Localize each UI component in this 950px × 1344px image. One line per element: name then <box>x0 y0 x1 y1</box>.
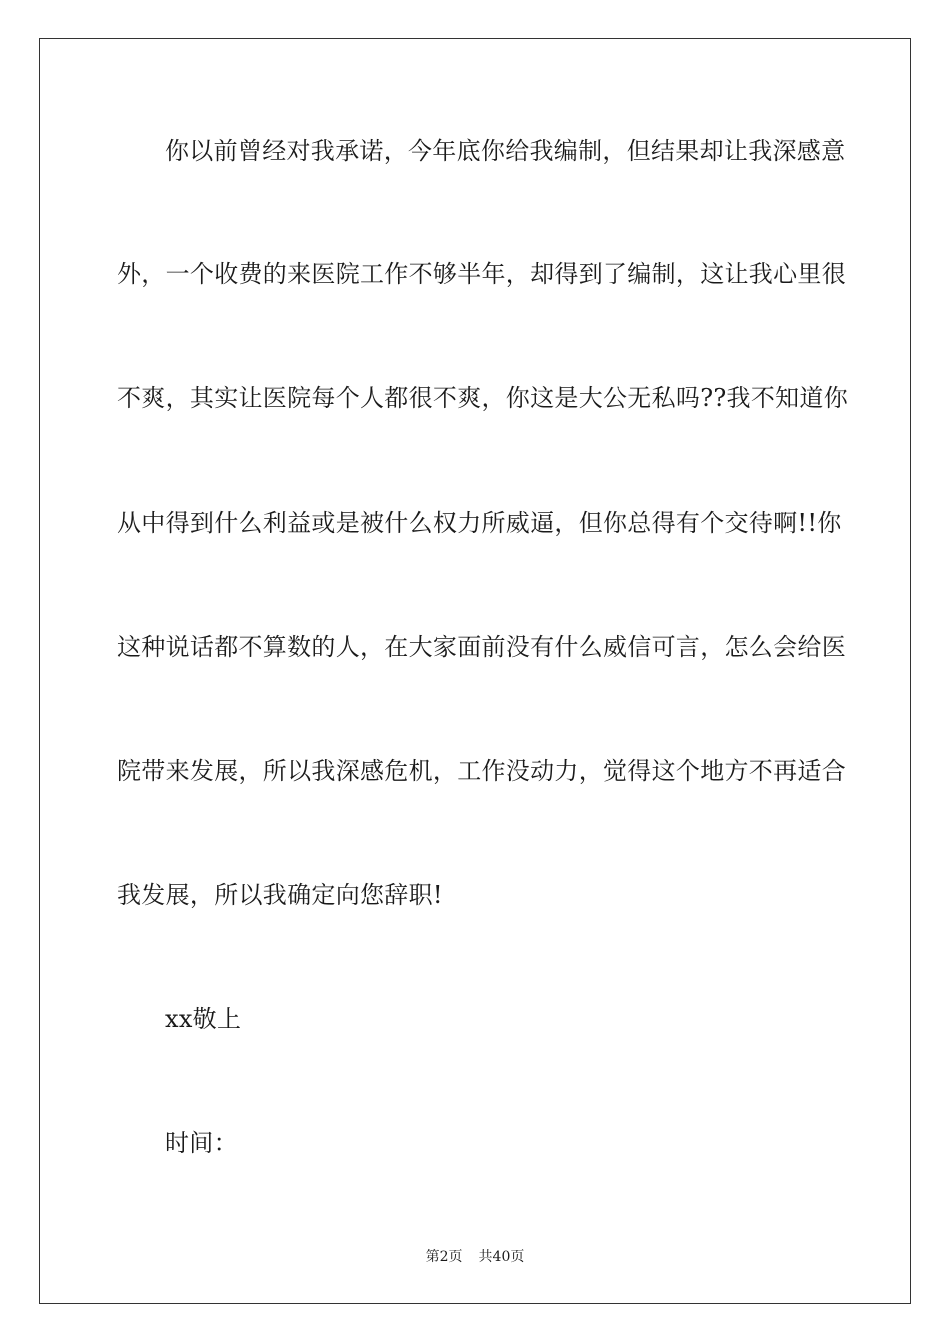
signature: xx敬上 <box>165 1005 242 1033</box>
page-number-total: 共40页 <box>478 1249 525 1265</box>
date-label: 时间： <box>165 1129 238 1157</box>
page-frame <box>39 38 911 1304</box>
body-line-3: 不爽，其实让医院每个人都很不爽，你这是大公无私吗??我不知道你 <box>117 384 849 412</box>
body-line-7: 我发展，所以我确定向您辞职! <box>117 881 443 909</box>
body-line-2: 外，一个收费的来医院工作不够半年，却得到了编制，这让我心里很 <box>117 260 846 288</box>
page-footer <box>0 1248 950 1266</box>
body-line-6: 院带来发展，所以我深感危机，工作没动力，觉得这个地方不再适合 <box>117 757 846 785</box>
body-line-5: 这种说话都不算数的人，在大家面前没有什么威信可言，怎么会给医 <box>117 633 846 661</box>
page-number-current: 第2页 <box>425 1249 463 1265</box>
body-line-1: 你以前曾经对我承诺，今年底你给我编制，但结果却让我深感意 <box>165 137 846 165</box>
body-line-4: 从中得到什么利益或是被什么权力所威逼，但你总得有个交待啊!!你 <box>117 509 842 537</box>
